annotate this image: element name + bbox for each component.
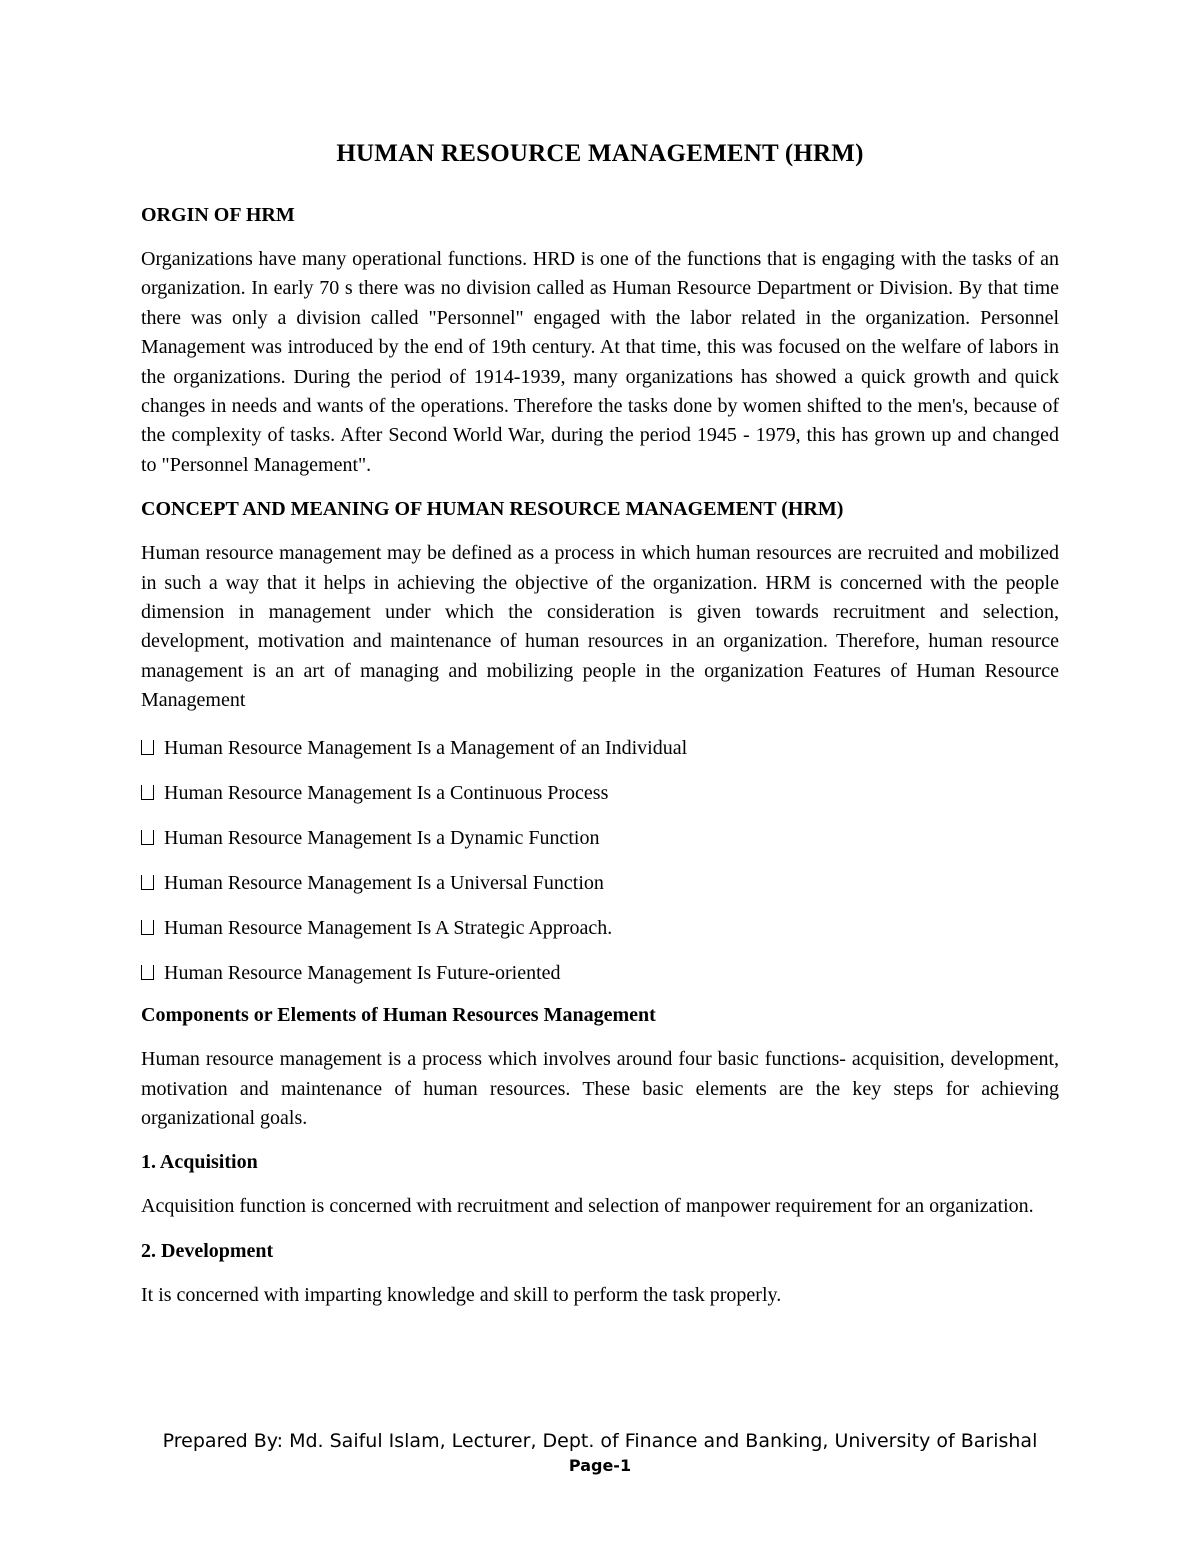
box-bullet-icon bbox=[141, 740, 154, 755]
page-content bbox=[141, 140, 1059, 1328]
paragraph-development: It is concerned with imparting knowledge and skill to perform the task properly. bbox=[141, 1283, 782, 1306]
paragraph-concept: Human resource management may be defined as a process in which human resources are recruited and mobilized in such a way that it helps in achieving the objective of the organization. HRM is concerned with the people dimension in management under which the consideration is given towards recruitment and selection, development, motivation and maintenance of human resources in an organization. Therefore, human resource management is an art of managing and mobilizing people in the organization Features of Human Resource Management bbox=[141, 542, 1059, 712]
list-item bbox=[141, 779, 1059, 808]
box-bullet-icon bbox=[141, 875, 154, 890]
box-bullet-icon bbox=[141, 830, 154, 845]
paragraph-components: Human resource management is a process which involves around four basic functions- acquisition, development, motivation and maintenance of human resources. These basic elements are the key steps for achieving organizational goals. bbox=[141, 1048, 1059, 1129]
section-heading-concept: CONCEPT AND MEANING OF HUMAN RESOURCE MANAGEMENT (HRM) bbox=[141, 498, 844, 521]
section-heading-components: Components or Elements of Human Resources Management bbox=[141, 1004, 656, 1027]
section-heading-origin: ORGIN OF HRM bbox=[141, 204, 295, 226]
list-item bbox=[141, 959, 1059, 988]
list-item bbox=[141, 914, 1059, 943]
page-footer bbox=[0, 1430, 1200, 1475]
list-item-text: Human Resource Management Is Future-oriented bbox=[164, 961, 561, 984]
box-bullet-icon bbox=[141, 920, 154, 935]
paragraph-acquisition: Acquisition function is concerned with recruitment and selection of manpower requirement for an organization. bbox=[141, 1195, 1034, 1218]
list-item bbox=[141, 734, 1059, 763]
box-bullet-icon bbox=[141, 965, 154, 980]
list-item-text: Human Resource Management Is a Universal Function bbox=[164, 871, 604, 894]
list-item bbox=[141, 869, 1059, 898]
list-item-text: Human Resource Management Is A Strategic Approach. bbox=[164, 916, 613, 939]
list-item-text: Human Resource Management Is a Dynamic Function bbox=[164, 826, 600, 849]
list-item-text: Human Resource Management Is a Management of an Individual bbox=[164, 736, 688, 759]
features-list bbox=[141, 734, 1059, 988]
section-heading-development: 2. Development bbox=[141, 1239, 274, 1262]
list-item bbox=[141, 824, 1059, 853]
box-bullet-icon bbox=[141, 785, 154, 800]
footer-credit: Prepared By: Md. Saiful Islam, Lecturer, Dept. of Finance and Banking, University of Barishal bbox=[162, 1430, 1038, 1452]
document-title: HUMAN RESOURCE MANAGEMENT (HRM) bbox=[336, 140, 864, 167]
list-item-text: Human Resource Management Is a Continuous Process bbox=[164, 781, 609, 804]
paragraph-origin: Organizations have many operational functions. HRD is one of the functions that is engaging with the tasks of an organization. In early 70 s there was no division called as Human Resource Department or Division. By that time there was only a division called "Personnel" engaged with the labor related in the organization. Personnel Management was introduced by the end of 19th century. At that time, this was focused on the welfare of labors in the organizations. During the period of 1914-1939, many organizations has showed a quick growth and quick changes in needs and wants of the operations. Therefore the tasks done by women shifted to the men's, because of the complexity of tasks. After Second World War, during the period 1945 - 1979, this has grown up and changed to "Personnel Management". bbox=[141, 248, 1059, 476]
page-number: Page-1 bbox=[568, 1456, 632, 1475]
section-heading-acquisition: 1. Acquisition bbox=[141, 1151, 258, 1174]
